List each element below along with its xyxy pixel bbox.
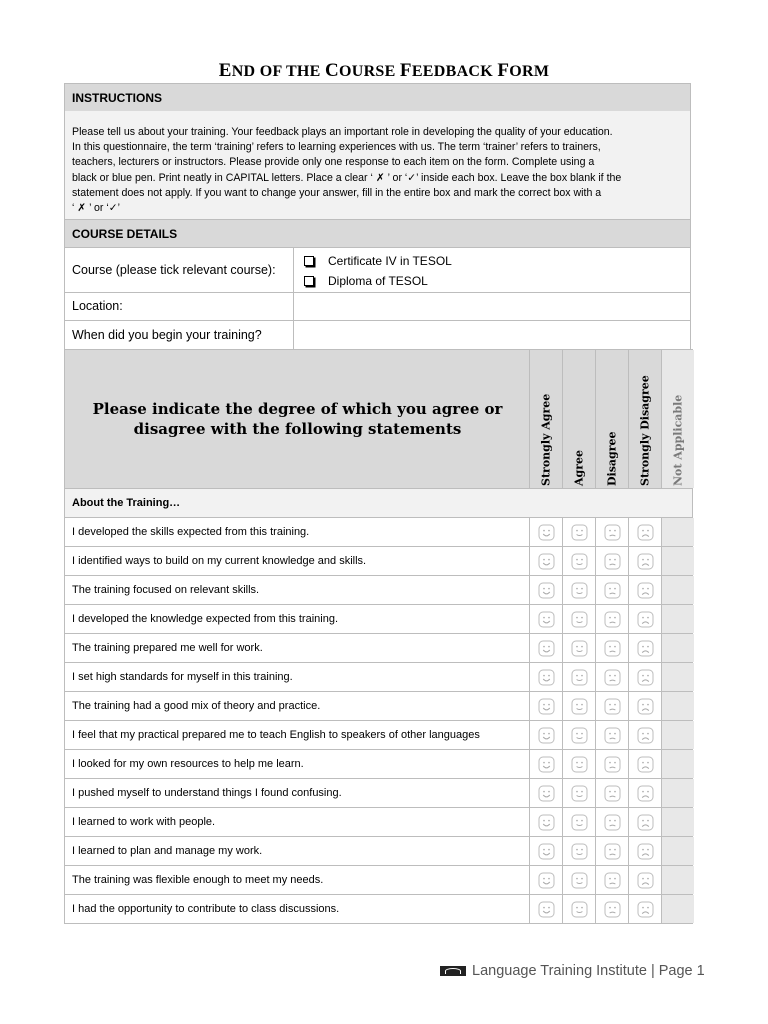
rating-cell-strongly-disagree[interactable]: [628, 547, 661, 575]
happy-face-icon[interactable]: [571, 814, 588, 831]
rating-cell-agree[interactable]: [562, 547, 595, 575]
rating-cell-strongly-agree[interactable]: [529, 779, 562, 807]
statements-prompt: Please indicate the degree of which you agree or disagree with the following statements: [92, 400, 503, 438]
rating-cell-strongly-agree[interactable]: [529, 866, 562, 894]
statements-header: [64, 349, 693, 489]
course-details-heading: COURSE DETAILS: [64, 219, 691, 248]
very-happy-face-icon[interactable]: [538, 698, 555, 715]
rating-cell-agree[interactable]: [562, 576, 595, 604]
table-row: [64, 808, 693, 837]
rating-cell-disagree[interactable]: [595, 721, 628, 749]
instruction-line: statement does not apply. If you want to change your answer, fill in the entire box and mark the correct box with a: [72, 186, 602, 199]
rating-cell-not-applicable[interactable]: [661, 837, 694, 865]
page-footer: Language Training Institute | Page 1: [440, 963, 705, 979]
statement-text: The training focused on relevant skills.: [72, 584, 260, 596]
statement-text: I learned to plan and manage my work.: [72, 845, 263, 857]
rating-cell-not-applicable[interactable]: [661, 808, 694, 836]
begin-date-label: When did you begin your training?: [65, 320, 294, 349]
course-label: Course (please tick relevant course):: [65, 248, 294, 292]
rating-cell-disagree[interactable]: [595, 692, 628, 720]
happy-face-icon[interactable]: [571, 611, 588, 628]
rating-cell-not-applicable[interactable]: [661, 634, 694, 662]
rating-cell-strongly-agree[interactable]: [529, 547, 562, 575]
rating-cell-not-applicable[interactable]: [661, 605, 694, 633]
sad-face-icon[interactable]: [604, 611, 621, 628]
rating-cell-disagree[interactable]: [595, 663, 628, 691]
very-happy-face-icon[interactable]: [538, 727, 555, 744]
rating-cell-strongly-disagree[interactable]: [628, 605, 661, 633]
form-title: END OF THE COURSE FEEDBACK FORM: [218, 60, 550, 81]
statement-text: I set high standards for myself in this training.: [72, 671, 293, 683]
location-field[interactable]: [294, 292, 690, 320]
happy-face-icon[interactable]: [571, 785, 588, 802]
table-row: [64, 779, 693, 808]
rating-cell-agree[interactable]: [562, 837, 595, 865]
sad-face-icon[interactable]: [604, 553, 621, 570]
sad-face-icon[interactable]: [604, 524, 621, 541]
very-happy-face-icon[interactable]: [538, 756, 555, 773]
instruction-line: black or blue pen. Print neatly in CAPITAL letters. Place a clear ‘ ✗ ’ or ‘✓’ inside each box. Leave the box blank if the: [72, 171, 622, 184]
table-row: [64, 837, 693, 866]
rating-cell-not-applicable[interactable]: [661, 779, 694, 807]
very-happy-face-icon[interactable]: [538, 872, 555, 889]
column-disagree: Disagree: [595, 350, 628, 488]
statement-text: I developed the knowledge expected from this training.: [72, 613, 338, 625]
very-happy-face-icon[interactable]: [538, 611, 555, 628]
sad-face-icon[interactable]: [604, 872, 621, 889]
sad-face-icon[interactable]: [604, 698, 621, 715]
happy-face-icon[interactable]: [571, 727, 588, 744]
very-happy-face-icon[interactable]: [538, 669, 555, 686]
rating-cell-strongly-disagree[interactable]: [628, 721, 661, 749]
rating-cell-not-applicable[interactable]: [661, 721, 694, 749]
very-sad-face-icon[interactable]: [637, 785, 654, 802]
location-row: [64, 292, 691, 321]
course-option-diploma[interactable]: Diploma of TESOL: [304, 274, 428, 288]
very-sad-face-icon[interactable]: [637, 553, 654, 570]
sad-face-icon[interactable]: [604, 901, 621, 918]
table-row: [64, 663, 693, 692]
instructions-heading: INSTRUCTIONS: [64, 83, 691, 112]
very-happy-face-icon[interactable]: [538, 843, 555, 860]
rating-cell-agree[interactable]: [562, 692, 595, 720]
rating-cell-strongly-agree[interactable]: [529, 634, 562, 662]
rating-cell-agree[interactable]: [562, 808, 595, 836]
rating-cell-strongly-disagree[interactable]: [628, 576, 661, 604]
sad-face-icon[interactable]: [604, 756, 621, 773]
checkbox-icon[interactable]: [304, 276, 314, 286]
happy-face-icon[interactable]: [571, 524, 588, 541]
rating-cell-agree[interactable]: [562, 895, 595, 923]
very-sad-face-icon[interactable]: [637, 698, 654, 715]
rating-cell-not-applicable[interactable]: [661, 576, 694, 604]
very-happy-face-icon[interactable]: [538, 640, 555, 657]
statement-text: The training was flexible enough to meet my needs.: [72, 874, 324, 886]
happy-face-icon[interactable]: [571, 872, 588, 889]
rating-cell-strongly-agree[interactable]: [529, 808, 562, 836]
location-label: Location:: [65, 292, 294, 320]
rating-cell-strongly-disagree[interactable]: [628, 808, 661, 836]
very-sad-face-icon[interactable]: [637, 872, 654, 889]
rating-cell-strongly-agree[interactable]: [529, 837, 562, 865]
rating-cell-disagree[interactable]: [595, 866, 628, 894]
happy-face-icon[interactable]: [571, 901, 588, 918]
rating-cell-agree[interactable]: [562, 721, 595, 749]
rating-cell-disagree[interactable]: [595, 779, 628, 807]
instruction-line: teachers, lecturers or instructors. Please provide only one response to each item on the form. Complete using a: [72, 156, 595, 169]
statement-text: I looked for my own resources to help me learn.: [72, 758, 304, 770]
rating-cell-not-applicable[interactable]: [661, 663, 694, 691]
very-sad-face-icon[interactable]: [637, 611, 654, 628]
happy-face-icon[interactable]: [571, 698, 588, 715]
very-sad-face-icon[interactable]: [637, 901, 654, 918]
very-sad-face-icon[interactable]: [637, 756, 654, 773]
rating-cell-disagree[interactable]: [595, 808, 628, 836]
rating-cell-strongly-agree[interactable]: [529, 750, 562, 778]
rating-cell-agree[interactable]: [562, 750, 595, 778]
rating-cell-strongly-disagree[interactable]: [628, 779, 661, 807]
rating-cell-strongly-agree[interactable]: [529, 895, 562, 923]
instruction-line: ‘ ✗ ’ or ‘✓’: [72, 202, 120, 215]
rating-cell-strongly-disagree[interactable]: [628, 518, 661, 546]
column-not-applicable: Not Applicable: [661, 350, 694, 488]
rating-cell-strongly-disagree[interactable]: [628, 663, 661, 691]
instructions-text: [64, 111, 691, 220]
very-happy-face-icon[interactable]: [538, 814, 555, 831]
instruction-line: In this questionnaire, the term ‘training’ refers to learning experiences with us. The term ‘trainer’ refers to trainers,: [72, 141, 601, 154]
rating-cell-disagree[interactable]: [595, 605, 628, 633]
rating-cell-agree[interactable]: [562, 866, 595, 894]
statement-text: I learned to work with people.: [72, 816, 216, 828]
statement-text: I feel that my practical prepared me to teach English to speakers of other languages: [72, 729, 480, 741]
course-option-certificate[interactable]: Certificate IV in TESOL: [304, 254, 452, 268]
table-row: [64, 866, 693, 895]
column-strongly-disagree: Strongly Disagree: [628, 350, 661, 488]
very-happy-face-icon[interactable]: [538, 582, 555, 599]
rating-cell-agree[interactable]: [562, 663, 595, 691]
sad-face-icon[interactable]: [604, 843, 621, 860]
column-agree: Agree: [562, 350, 595, 488]
very-happy-face-icon[interactable]: [538, 553, 555, 570]
very-sad-face-icon[interactable]: [637, 814, 654, 831]
table-row: [64, 692, 693, 721]
table-row: [64, 605, 693, 634]
happy-face-icon[interactable]: [571, 640, 588, 657]
very-sad-face-icon[interactable]: [637, 727, 654, 744]
rating-cell-agree[interactable]: [562, 605, 595, 633]
very-happy-face-icon[interactable]: [538, 785, 555, 802]
statement-text: I had the opportunity to contribute to class discussions.: [72, 903, 340, 915]
rating-cell-strongly-agree[interactable]: [529, 518, 562, 546]
happy-face-icon[interactable]: [571, 553, 588, 570]
rating-cell-not-applicable[interactable]: [661, 547, 694, 575]
very-sad-face-icon[interactable]: [637, 524, 654, 541]
rating-cell-strongly-agree[interactable]: [529, 605, 562, 633]
happy-face-icon[interactable]: [571, 582, 588, 599]
very-happy-face-icon[interactable]: [538, 524, 555, 541]
rating-cell-disagree[interactable]: [595, 634, 628, 662]
sad-face-icon[interactable]: [604, 785, 621, 802]
statement-text: I identified ways to build on my current knowledge and skills.: [72, 555, 367, 567]
rating-cell-strongly-disagree[interactable]: [628, 866, 661, 894]
rating-cell-not-applicable[interactable]: [661, 692, 694, 720]
rating-cell-not-applicable[interactable]: [661, 895, 694, 923]
rating-cell-disagree[interactable]: [595, 518, 628, 546]
very-sad-face-icon[interactable]: [637, 669, 654, 686]
rating-cell-strongly-disagree[interactable]: [628, 837, 661, 865]
rating-cell-strongly-disagree[interactable]: [628, 634, 661, 662]
sad-face-icon[interactable]: [604, 727, 621, 744]
instruction-line: Please tell us about your training. Your feedback plays an important role in developing the quality of your education.: [72, 126, 613, 138]
checkbox-icon[interactable]: [304, 256, 314, 266]
table-row: [64, 721, 693, 750]
table-row: [64, 750, 693, 779]
rating-cell-not-applicable[interactable]: [661, 518, 694, 546]
sad-face-icon[interactable]: [604, 669, 621, 686]
sad-face-icon[interactable]: [604, 640, 621, 657]
sad-face-icon[interactable]: [604, 814, 621, 831]
rating-cell-agree[interactable]: [562, 634, 595, 662]
sad-face-icon[interactable]: [604, 582, 621, 599]
column-strongly-agree: Strongly Agree: [529, 350, 562, 488]
rating-cell-strongly-agree[interactable]: [529, 663, 562, 691]
rating-cell-strongly-disagree[interactable]: [628, 750, 661, 778]
statement-text: I developed the skills expected from this training.: [72, 526, 310, 538]
statement-text: I pushed myself to understand things I found confusing.: [72, 787, 342, 799]
very-sad-face-icon[interactable]: [637, 582, 654, 599]
institute-logo-icon: [440, 966, 466, 976]
table-row: [64, 895, 693, 924]
begin-date-field[interactable]: [294, 320, 690, 349]
course-row: [64, 248, 691, 293]
very-sad-face-icon[interactable]: [637, 640, 654, 657]
rating-cell-strongly-agree[interactable]: [529, 721, 562, 749]
very-happy-face-icon[interactable]: [538, 901, 555, 918]
rating-cell-not-applicable[interactable]: [661, 866, 694, 894]
rating-cell-disagree[interactable]: [595, 750, 628, 778]
rating-cell-disagree[interactable]: [595, 576, 628, 604]
table-row: [64, 547, 693, 576]
happy-face-icon[interactable]: [571, 843, 588, 860]
rating-cell-agree[interactable]: [562, 779, 595, 807]
rating-cell-strongly-agree[interactable]: [529, 692, 562, 720]
table-row: [64, 576, 693, 605]
rating-cell-strongly-agree[interactable]: [529, 576, 562, 604]
rating-cell-strongly-disagree[interactable]: [628, 692, 661, 720]
rating-cell-agree[interactable]: [562, 518, 595, 546]
statement-text: The training prepared me well for work.: [72, 642, 263, 654]
rating-cell-disagree[interactable]: [595, 895, 628, 923]
table-row: [64, 634, 693, 663]
rating-cell-disagree[interactable]: [595, 837, 628, 865]
happy-face-icon[interactable]: [571, 756, 588, 773]
statement-text: The training had a good mix of theory and practice.: [72, 700, 321, 712]
section-label: About the Training…: [64, 489, 693, 518]
happy-face-icon[interactable]: [571, 669, 588, 686]
very-sad-face-icon[interactable]: [637, 843, 654, 860]
begin-date-row: [64, 320, 691, 350]
rating-cell-not-applicable[interactable]: [661, 750, 694, 778]
table-row: [64, 518, 693, 547]
rating-cell-disagree[interactable]: [595, 547, 628, 575]
rating-cell-strongly-disagree[interactable]: [628, 895, 661, 923]
